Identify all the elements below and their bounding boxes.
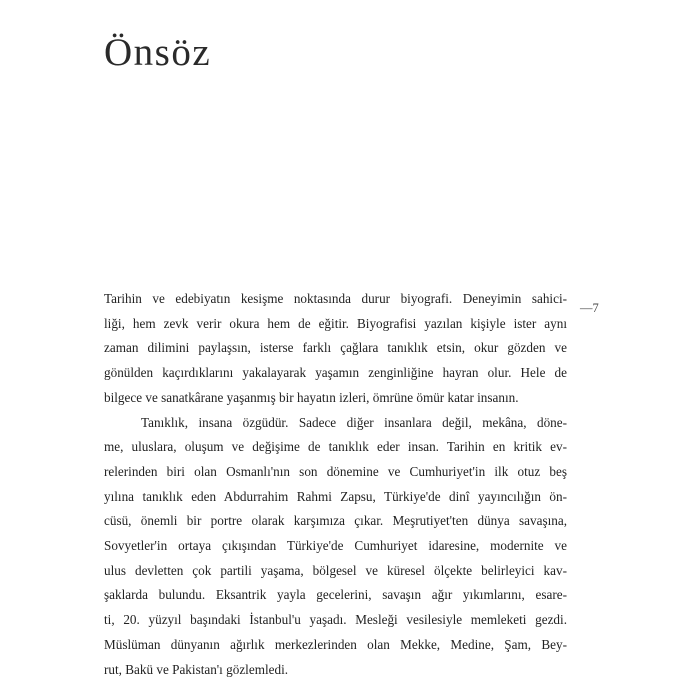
text-line: yılına tanıklık eden Abdurrahim Rahmi Zapsu, Türkiye'de dinî yayıncılığın ön- [104, 488, 567, 504]
text-line: şaklarda bulundu. Eksantrik yayla gecelerini, savaşın ağır yıkımlarını, esare- [104, 587, 567, 603]
text-line: Tarihin ve edebiyatın kesişme noktasında durur biyografi. Deneyimin sahici- [104, 291, 567, 306]
text-line: rut, Bakü ve Pakistan'ı gözlemledi. [104, 661, 289, 677]
body-text [104, 287, 567, 682]
text-line: liği, hem zevk verir okura hem de eğitir. Biyografisi yazılan kişiyle ister aynı [104, 315, 567, 331]
text-line: relerinden biri olan Osmanlı'nın son dönemine ve Cumhuriyet'in ilk otuz beş [104, 463, 567, 479]
text-line: zaman dilimini paylaşsın, isterse farklı çağlara tanıklık etsin, okur gözden ve [104, 340, 567, 356]
paragraph-2 [104, 411, 567, 683]
text-line: Sovyetler'in ortaya çıkışından Türkiye'de Cumhuriyet idaresine, modernite ve [104, 538, 567, 554]
text-line: cüsü, önemli bir portre olarak karşımıza çıkar. Meşrutiyet'ten dünya savaşına, [104, 513, 567, 529]
page-number: —7 [580, 301, 599, 315]
text-line: ulus devletten çok partili yaşama, bölgesel ve küresel ölçekte belirleyici kav- [104, 562, 567, 578]
text-line: bilgece ve sanatkârane yaşanmış bir hayatın izleri, ömrüne ömür katar insanın. [104, 389, 519, 405]
text-line: Müslüman dünyanın ağırlık merkezlerinden olan Mekke, Medine, Şam, Bey- [104, 636, 567, 652]
text-line: me, uluslara, oluşum ve değişime de tanıklık eder insan. Tarihin en kritik ev- [104, 439, 567, 455]
text-line: Tanıklık, insana özgüdür. Sadece diğer insanlara değil, mekâna, döne- [141, 414, 567, 430]
paragraph-1 [104, 287, 567, 411]
text-line: gönülden kaçırdıklarını yakalayarak yaşamın zenginliğine hayran olur. Hele de [104, 365, 567, 381]
text-line: ti, 20. yüzyıl başındaki İstanbul'u yaşadı. Mesleği vesilesiyle memleketi gezdi. [104, 612, 567, 628]
chapter-title: Önsöz [104, 31, 212, 74]
